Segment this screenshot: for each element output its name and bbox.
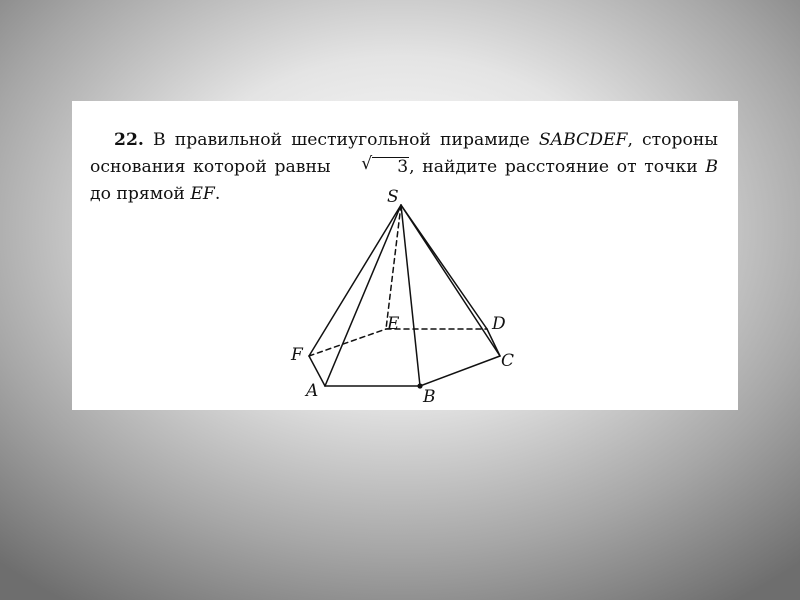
problem-card: [72, 101, 738, 410]
radical-sign: √: [361, 154, 373, 175]
label-S: S: [387, 187, 399, 207]
point-B-dot: [417, 383, 422, 388]
point-name: B: [705, 157, 718, 178]
label-F: F: [291, 345, 303, 365]
problem-text-part-2: , стороны основания которой равны: [90, 130, 718, 178]
label-A: A: [306, 381, 319, 401]
pyramid-figure: [72, 101, 738, 410]
radicand: 3: [372, 157, 409, 176]
problem-number: 22.: [114, 130, 144, 151]
edge-SD: [401, 205, 487, 329]
line-name: EF: [190, 184, 215, 205]
label-D: D: [492, 314, 506, 334]
edge-SB: [401, 205, 420, 386]
pyramid-name: SABCDEF: [538, 130, 628, 151]
label-B: B: [423, 387, 436, 407]
problem-text-part-4: до прямой: [90, 184, 191, 205]
label-E: E: [387, 314, 400, 334]
problem-text-part-5: .: [214, 184, 221, 205]
label-C: C: [501, 351, 515, 371]
edge-BC: [420, 356, 500, 386]
problem-text-part-1: В правильной шестиугольной пирамиде: [143, 130, 539, 151]
problem-text-part-3: , найдите расстояние от точки: [409, 157, 706, 178]
